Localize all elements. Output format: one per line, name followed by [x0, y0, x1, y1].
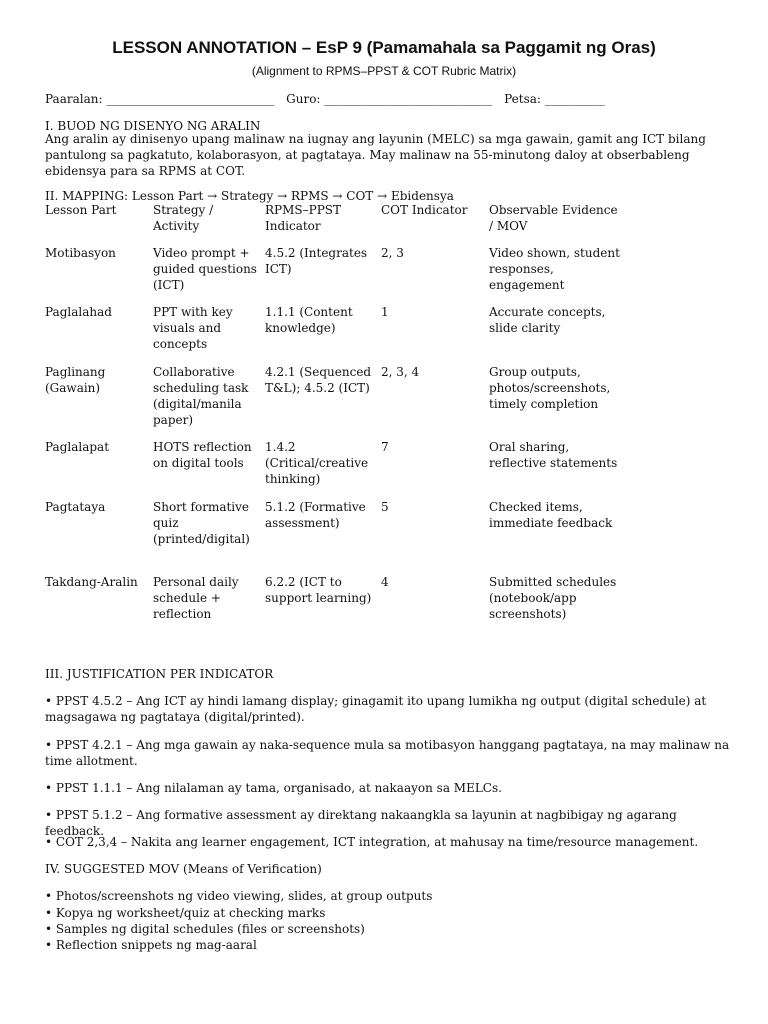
section3-heading: III. JUSTIFICATION PER INDICATOR — [45, 667, 274, 681]
table-header-cell: Observable Evidence / MOV — [489, 203, 618, 233]
table-cell: Personal daily schedule + reflection — [153, 575, 239, 621]
table-cell: Video prompt + guided questions (ICT) — [153, 246, 257, 292]
info-line — [45, 91, 613, 107]
table-cell: Submitted schedules (notebook/app screenshots) — [489, 575, 617, 621]
table-cell: 5 — [381, 500, 389, 514]
table-cell: 4 — [381, 575, 389, 589]
table-cell: Pagtataya — [45, 500, 106, 514]
justification-item: • PPST 5.1.2 – Ang formative assessment ay direktang nakaangkla sa layunin at nagbibigay ng agarang feedback. — [45, 808, 677, 838]
mov-item: • Reflection snippets ng mag-aaral — [45, 938, 257, 952]
table-cell: Oral sharing, reflective statements — [489, 440, 618, 470]
table-header-cell: Strategy / Activity — [153, 203, 214, 233]
table-cell: Short formative quiz (printed/digital) — [153, 500, 250, 546]
table-header-cell: RPMS–PPST Indicator — [265, 203, 341, 233]
table-cell: Collaborative scheduling task (digital/manila paper) — [153, 365, 249, 427]
table-cell: Takdang-Aralin — [45, 575, 138, 589]
table-cell: Paglalapat — [45, 440, 110, 454]
table-cell: 1.1.1 (Content knowledge) — [265, 305, 353, 335]
table-cell: Checked items, immediate feedback — [489, 500, 613, 530]
guro-field: Guro: ____________________________ — [286, 92, 493, 106]
mov-item: • Samples ng digital schedules (files or screenshots) — [45, 922, 365, 936]
mov-item: • Kopya ng worksheet/quiz at checking marks — [45, 906, 326, 920]
justification-item: • PPST 1.1.1 – Ang nilalaman ay tama, organisado, at nakaayon sa MELCs. — [45, 781, 502, 795]
section4-heading: IV. SUGGESTED MOV (Means of Verification) — [45, 862, 322, 876]
table-cell: Video shown, student responses, engagement — [489, 246, 620, 292]
paaralan-field: Paaralan: ____________________________ — [45, 92, 275, 106]
table-cell: 1 — [381, 305, 389, 319]
section2-heading: II. MAPPING: Lesson Part → Strategy → RPMS → COT → Ebidensya — [45, 189, 454, 203]
document-subtitle: (Alignment to RPMS–PPST & COT Rubric Matrix) — [251, 64, 517, 78]
petsa-field: Petsa: __________ — [504, 92, 605, 106]
section1-body: Ang aralin ay dinisenyo upang malinaw na iugnay ang layunin (MELC) sa mga gawain, gamit ang ICT bilang pantulong sa pagkatuto, kolaborasyon, at pagtataya. May malinaw na 55-minutong daloy at obserbableng ebidensya para sa RPMS at COT. — [45, 132, 706, 178]
table-header-cell: COT Indicator — [381, 203, 468, 217]
document-title: LESSON ANNOTATION – EsP 9 (Pamamahala sa Paggamit ng Oras) — [112, 38, 656, 57]
table-cell: Motibasyon — [45, 246, 116, 260]
table-cell: 4.5.2 (Integrates ICT) — [265, 246, 368, 276]
justification-item: • COT 2,3,4 – Nakita ang learner engagement, ICT integration, at mahusay na time/resource management. — [45, 835, 699, 849]
justification-item: • PPST 4.5.2 – Ang ICT ay hindi lamang display; ginagamit ito upang lumikha ng output (digital schedule) at magsagawa ng pagtataya (digital/printed). — [45, 694, 707, 724]
table-cell: Paglinang (Gawain) — [45, 365, 106, 395]
table-cell: 2, 3 — [381, 246, 404, 260]
table-cell: 1.4.2 (Critical/creative thinking) — [265, 440, 369, 486]
table-cell: Accurate concepts, slide clarity — [489, 305, 606, 335]
table-cell: 2, 3, 4 — [381, 365, 420, 379]
table-cell: HOTS reflection on digital tools — [153, 440, 252, 470]
mov-item: • Photos/screenshots ng video viewing, slides, at group outputs — [45, 889, 433, 903]
table-header-cell: Lesson Part — [45, 203, 117, 217]
table-cell: Paglalahad — [45, 305, 112, 319]
table-cell: 6.2.2 (ICT to support learning) — [265, 575, 372, 605]
table-cell: 4.2.1 (Sequenced T&L); 4.5.2 (ICT) — [265, 365, 372, 395]
table-cell: Group outputs, photos/screenshots, timely completion — [489, 365, 611, 411]
table-cell: PPT with key visuals and concepts — [153, 305, 233, 351]
section1-heading: I. BUOD NG DISENYO NG ARALIN — [45, 119, 261, 133]
justification-item: • PPST 4.2.1 – Ang mga gawain ay naka-sequence mula sa motibasyon hanggang pagtataya, na may malinaw na time allotment. — [45, 738, 730, 768]
table-cell: 5.1.2 (Formative assessment) — [265, 500, 366, 530]
table-cell: 7 — [381, 440, 389, 454]
